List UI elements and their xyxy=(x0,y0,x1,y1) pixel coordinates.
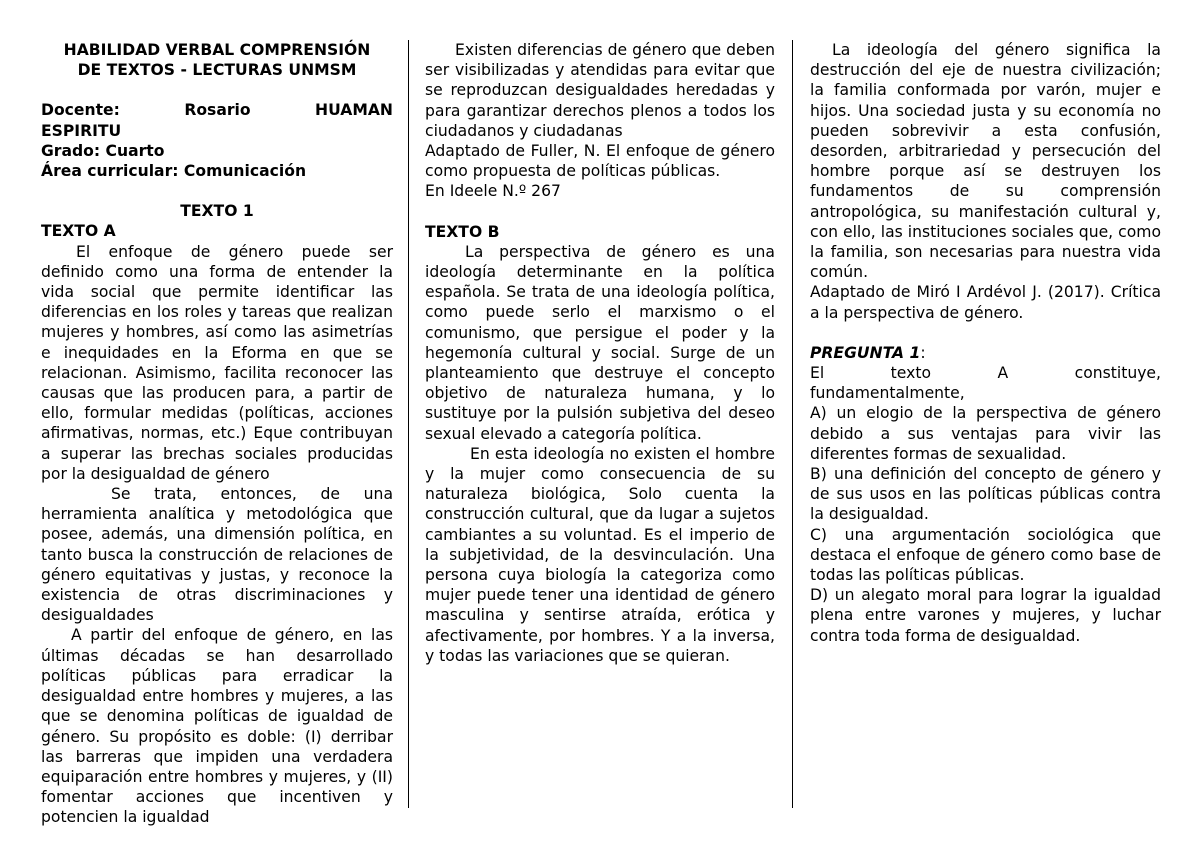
stem-word-4: constituye, xyxy=(1074,364,1161,383)
pregunta-1-stem-rest: fundamentalmente, xyxy=(810,384,965,403)
option-d: D) un alegato moral para lograr la igualdad plena entre varones y mujeres, y luchar contra toda forma de desigualdad. xyxy=(810,586,1161,645)
column-2-content xyxy=(425,40,775,666)
texto-a-source: Adaptado de Fuller, N. El enfoque de género como propuesta de políticas públicas. xyxy=(425,142,775,181)
texto-a-paragraph-2: Se trata, entonces, de una herramienta analítica y metodológica que posee, además, una dimensión política, en tanto busca la construcción de relaciones de género equitativas y justas, y reconoce la existencia de otras discriminaciones y desigualdades xyxy=(41,485,393,625)
texto-a-paragraph-1: El enfoque de género puede ser definido como una forma de entender la vida social que permite identificar las diferencias en los roles y tareas que realizan mujeres y hombres, así como las asimetrías e inequidades en la Eforma en que se relacionan. Asimismo, facilita reconocer las causas que las producen para, a partir de ello, formular medidas (políticas, acciones afirmativas, normas, etc.) Eque contribuyan a superar las brechas sociales producidas por la desigualdad de género xyxy=(41,242,393,483)
option-a: A) un elogio de la perspectiva de género debido a sus ventajas para vivir las diferentes formas de sexualidad. xyxy=(810,404,1161,463)
texto-b-paragraph-1: La perspectiva de género es una ideología determinante en la política española. Se trata de una ideología política, como puede serlo el marxismo o el comunismo, que persigue el poder y la hegemonía cultural y social. Surge de un planteamiento que destruye el concepto objetivo de naturaleza humana, y lo sustituye por la pulsión subjetiva del deseo sexual elevado a categoría política. xyxy=(425,242,775,443)
grado: Grado: Cuarto xyxy=(41,141,165,160)
pregunta-1-colon: : xyxy=(920,343,926,362)
texto-a-source-2: En Ideele N.º 267 xyxy=(425,182,561,201)
texto-b-heading: TEXTO B xyxy=(425,222,500,241)
texto-b-source: Adaptado de Miró I Ardévol J. (2017). Crítica a la perspectiva de género. xyxy=(810,283,1161,322)
texto-b-paragraph-2: En esta ideología no existen el hombre y la mujer como consecuencia de su naturaleza biológica, Solo cuenta la construcción cultural, que da lugar a sujetos cambiantes a su voluntad. Es el imperio de la subjetividad, de la desvinculación. Una persona cuya biología la categoriza como mujer puede tener una identidad de género masculina y sentirse atraída, erótica y afectivamente, por hombres. Y a la inversa, y todas las variaciones que se quieran. xyxy=(425,444,775,665)
stem-word-1: El xyxy=(810,364,825,383)
area-curricular: Área curricular: Comunicación xyxy=(41,162,307,181)
texto-1-heading: TEXTO 1 xyxy=(180,202,254,221)
option-c: C) una argumentación sociológica que destaca el enfoque de género como base de todas las políticas públicas. xyxy=(810,525,1161,585)
docente-label: Docente: xyxy=(41,101,120,120)
stem-word-3: A xyxy=(997,364,1009,383)
column-1 xyxy=(41,40,393,828)
doc-title-line2: DE TEXTOS - LECTURAS UNMSM xyxy=(77,61,357,80)
option-b: B) una definición del concepto de género y de sus usos en las políticas públicas contra la desigualdad. xyxy=(810,465,1161,524)
docente-last-name: HUAMAN xyxy=(315,101,393,120)
column-divider-2 xyxy=(792,40,793,808)
docente-row xyxy=(41,100,393,120)
stem-word-2: texto xyxy=(890,364,931,383)
column-divider-1 xyxy=(408,40,409,808)
texto-a-heading: TEXTO A xyxy=(41,222,116,241)
pregunta-1-heading xyxy=(810,343,1161,363)
texto-a-paragraph-4: Existen diferencias de género que deben ser visibilizadas y atendidas para evitar que se reproduzcan desigualdades heredadas y para garantizar derechos plenos a todos los ciudadanos y ciudadanas xyxy=(425,41,775,140)
column-3 xyxy=(810,40,1161,646)
texto-a-paragraph-3: A partir del enfoque de género, en las últimas décadas se han desarrollado políticas públicas para erradicar la desigualdad entre hombres y mujeres, a las que se denomina políticas de igualdad de género. Su propósito es doble: (I) derribar las barreras que impiden una verdadera equiparación entre hombres y mujeres, y (II) fomentar acciones que incentiven y potencien la igualdad xyxy=(41,626,393,827)
texto-b-paragraph-3: La ideología del género significa la destrucción del eje de nuestra civilización; la familia conformada por varón, mujer e hijos. Una sociedad justa y su economía no pueden sobrevivir a esta confusión, desorden, arbitrariedad y persecución del hombre porque así se destruyen los fundamentos de su comprensión antropológica, su manifestación cultural y, con ello, las instituciones sociales que, como la familia, son necesarias para nuestra vida común. xyxy=(810,41,1161,282)
pregunta-1-stem xyxy=(810,363,1161,383)
docente-last-name-2: ESPIRITU xyxy=(41,121,122,140)
doc-title-line1: HABILIDAD VERBAL COMPRENSIÓN xyxy=(63,41,371,59)
pregunta-1-label: PREGUNTA 1 xyxy=(810,343,921,362)
docente-first-name: Rosario xyxy=(184,101,251,120)
